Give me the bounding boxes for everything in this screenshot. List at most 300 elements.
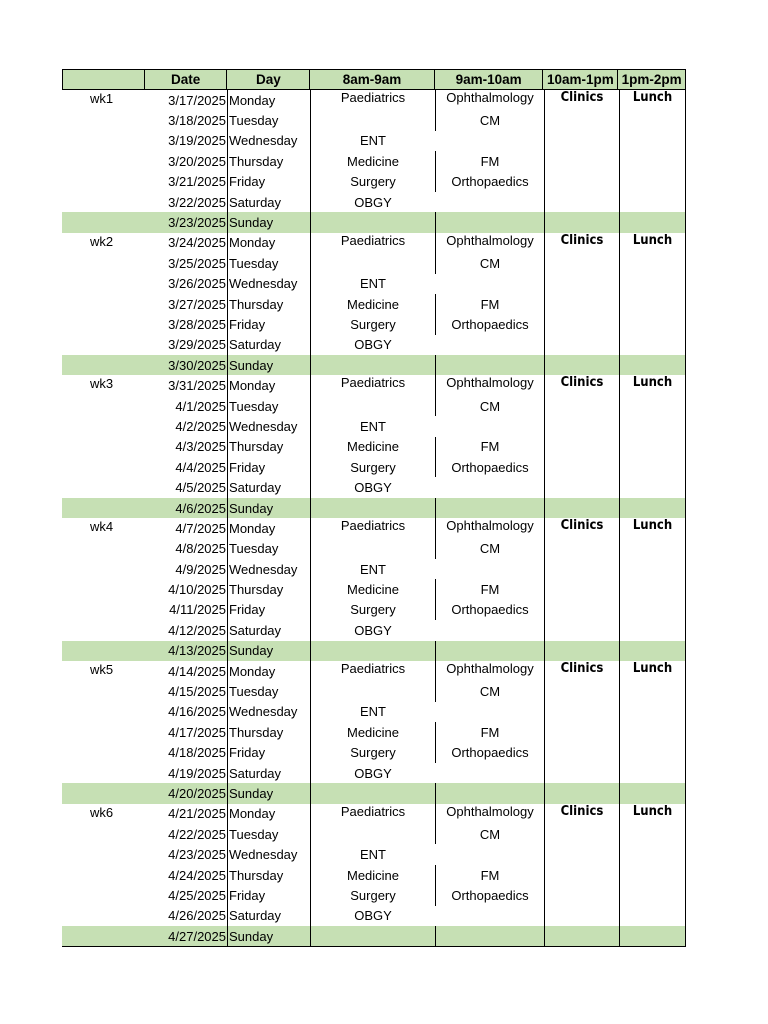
week-label-cell[interactable]: wk6: [90, 804, 114, 820]
slot-10am-1pm-cell[interactable]: [544, 722, 619, 742]
slot-1pm-2pm-cell[interactable]: [619, 906, 686, 926]
slot-8am-9am-cell[interactable]: Medicine: [310, 579, 435, 599]
header-slot-1pm-2pm[interactable]: 1pm-2pm: [621, 72, 682, 87]
week-label-cell[interactable]: [62, 722, 144, 742]
slot-10am-1pm-cell[interactable]: [544, 743, 619, 763]
slot-1pm-2pm-cell[interactable]: [619, 212, 686, 232]
slot-10am-1pm-cell[interactable]: [544, 396, 619, 416]
day-cell[interactable]: Monday: [227, 233, 310, 253]
day-cell[interactable]: Thursday: [227, 151, 310, 171]
slot-9am-10am-cell[interactable]: [435, 131, 544, 151]
slot-8am-9am-cell[interactable]: Medicine: [310, 294, 435, 314]
header-week[interactable]: [63, 70, 145, 89]
week-label-cell[interactable]: [62, 579, 144, 599]
week-label-cell[interactable]: [62, 926, 144, 946]
day-cell[interactable]: Tuesday: [227, 824, 310, 844]
week-label-cell[interactable]: [62, 477, 144, 497]
slot-9am-10am-cell[interactable]: Ophthalmology: [435, 804, 544, 824]
date-cell[interactable]: 3/25/2025: [168, 255, 226, 271]
day-cell[interactable]: Wednesday: [227, 274, 310, 294]
slot-9am-10am-cell[interactable]: [435, 906, 544, 926]
slot-8am-9am-cell[interactable]: ENT: [310, 416, 435, 436]
slot-9am-10am-cell[interactable]: CM: [435, 539, 544, 559]
slot-8am-9am-cell[interactable]: [310, 641, 435, 661]
date-cell[interactable]: 4/5/2025: [175, 480, 226, 496]
slot-10am-1pm-cell[interactable]: [544, 620, 619, 640]
date-cell[interactable]: 4/21/2025: [168, 806, 226, 822]
slot-9am-10am-cell[interactable]: Ophthalmology: [435, 90, 544, 110]
day-cell[interactable]: Tuesday: [227, 396, 310, 416]
slot-1pm-2pm-cell[interactable]: [619, 437, 686, 457]
date-cell[interactable]: 4/11/2025: [169, 602, 226, 618]
slot-8am-9am-cell[interactable]: [310, 824, 435, 844]
slot-1pm-2pm-cell[interactable]: [619, 110, 686, 130]
week-label-cell[interactable]: [62, 396, 144, 416]
slot-1pm-2pm-cell[interactable]: [619, 783, 686, 803]
slot-8am-9am-cell[interactable]: ENT: [310, 844, 435, 864]
slot-1pm-2pm-cell[interactable]: Lunch: [619, 233, 686, 253]
date-cell[interactable]: 3/19/2025: [168, 133, 226, 149]
week-label-cell[interactable]: [62, 539, 144, 559]
slot-9am-10am-cell[interactable]: [435, 844, 544, 864]
slot-10am-1pm-cell[interactable]: [544, 865, 619, 885]
slot-1pm-2pm-cell[interactable]: [619, 620, 686, 640]
slot-1pm-2pm-cell[interactable]: Lunch: [619, 661, 686, 681]
slot-1pm-2pm-cell[interactable]: [619, 681, 686, 701]
slot-8am-9am-cell[interactable]: OBGY: [310, 477, 435, 497]
day-cell[interactable]: Thursday: [227, 722, 310, 742]
slot-9am-10am-cell[interactable]: CM: [435, 681, 544, 701]
day-cell[interactable]: Thursday: [227, 579, 310, 599]
slot-9am-10am-cell[interactable]: [435, 620, 544, 640]
slot-8am-9am-cell[interactable]: OBGY: [310, 620, 435, 640]
slot-9am-10am-cell[interactable]: Ophthalmology: [435, 233, 544, 253]
slot-1pm-2pm-cell[interactable]: [619, 539, 686, 559]
slot-8am-9am-cell[interactable]: Paediatrics: [310, 518, 435, 538]
slot-9am-10am-cell[interactable]: FM: [435, 865, 544, 885]
week-label-cell[interactable]: [62, 131, 144, 151]
week-label-cell[interactable]: [62, 702, 144, 722]
week-label-cell[interactable]: [62, 335, 144, 355]
slot-10am-1pm-cell[interactable]: [544, 294, 619, 314]
day-cell[interactable]: Sunday: [227, 212, 310, 232]
slot-1pm-2pm-cell[interactable]: [619, 457, 686, 477]
slot-10am-1pm-cell[interactable]: Clinics: [544, 233, 619, 253]
date-cell[interactable]: 3/21/2025: [168, 174, 226, 190]
slot-10am-1pm-cell[interactable]: [544, 600, 619, 620]
slot-1pm-2pm-cell[interactable]: [619, 477, 686, 497]
slot-1pm-2pm-cell[interactable]: [619, 763, 686, 783]
slot-9am-10am-cell[interactable]: Orthopaedics: [435, 457, 544, 477]
slot-9am-10am-cell[interactable]: Orthopaedics: [435, 314, 544, 334]
slot-10am-1pm-cell[interactable]: [544, 437, 619, 457]
slot-8am-9am-cell[interactable]: [310, 498, 435, 518]
slot-1pm-2pm-cell[interactable]: [619, 641, 686, 661]
date-cell[interactable]: 4/6/2025: [175, 500, 226, 516]
slot-10am-1pm-cell[interactable]: [544, 457, 619, 477]
slot-8am-9am-cell[interactable]: Surgery: [310, 743, 435, 763]
slot-10am-1pm-cell[interactable]: [544, 641, 619, 661]
slot-9am-10am-cell[interactable]: [435, 763, 544, 783]
slot-8am-9am-cell[interactable]: ENT: [310, 559, 435, 579]
day-cell[interactable]: Tuesday: [227, 681, 310, 701]
day-cell[interactable]: Tuesday: [227, 110, 310, 130]
slot-10am-1pm-cell[interactable]: [544, 131, 619, 151]
slot-10am-1pm-cell[interactable]: [544, 355, 619, 375]
slot-1pm-2pm-cell[interactable]: [619, 926, 686, 946]
slot-1pm-2pm-cell[interactable]: [619, 335, 686, 355]
week-label-cell[interactable]: [62, 620, 144, 640]
week-label-cell[interactable]: [62, 457, 144, 477]
day-cell[interactable]: Wednesday: [227, 702, 310, 722]
day-cell[interactable]: Saturday: [227, 620, 310, 640]
day-cell[interactable]: Sunday: [227, 641, 310, 661]
slot-1pm-2pm-cell[interactable]: [619, 416, 686, 436]
date-cell[interactable]: 4/2/2025: [175, 418, 226, 434]
slot-10am-1pm-cell[interactable]: [544, 498, 619, 518]
slot-8am-9am-cell[interactable]: OBGY: [310, 763, 435, 783]
date-cell[interactable]: 3/24/2025: [168, 235, 226, 251]
slot-1pm-2pm-cell[interactable]: Lunch: [619, 518, 686, 538]
slot-10am-1pm-cell[interactable]: [544, 151, 619, 171]
day-cell[interactable]: Monday: [227, 518, 310, 538]
date-cell[interactable]: 4/16/2025: [168, 704, 226, 720]
slot-1pm-2pm-cell[interactable]: [619, 274, 686, 294]
date-cell[interactable]: 3/17/2025: [168, 92, 226, 108]
slot-9am-10am-cell[interactable]: [435, 355, 544, 375]
slot-1pm-2pm-cell[interactable]: [619, 865, 686, 885]
date-cell[interactable]: 4/17/2025: [168, 724, 226, 740]
slot-8am-9am-cell[interactable]: [310, 253, 435, 273]
date-cell[interactable]: 4/25/2025: [168, 887, 226, 903]
slot-8am-9am-cell[interactable]: Surgery: [310, 885, 435, 905]
day-cell[interactable]: Thursday: [227, 865, 310, 885]
slot-10am-1pm-cell[interactable]: [544, 885, 619, 905]
slot-8am-9am-cell[interactable]: [310, 355, 435, 375]
slot-9am-10am-cell[interactable]: [435, 274, 544, 294]
slot-10am-1pm-cell[interactable]: [544, 681, 619, 701]
slot-9am-10am-cell[interactable]: Ophthalmology: [435, 375, 544, 395]
slot-10am-1pm-cell[interactable]: [544, 844, 619, 864]
slot-9am-10am-cell[interactable]: [435, 416, 544, 436]
week-label-cell[interactable]: [62, 885, 144, 905]
day-cell[interactable]: Friday: [227, 457, 310, 477]
date-cell[interactable]: 4/15/2025: [168, 684, 226, 700]
slot-9am-10am-cell[interactable]: Orthopaedics: [435, 885, 544, 905]
slot-1pm-2pm-cell[interactable]: Lunch: [619, 804, 686, 824]
date-cell[interactable]: 4/26/2025: [168, 908, 226, 924]
slot-1pm-2pm-cell[interactable]: [619, 294, 686, 314]
slot-1pm-2pm-cell[interactable]: [619, 172, 686, 192]
day-cell[interactable]: Wednesday: [227, 559, 310, 579]
slot-1pm-2pm-cell[interactable]: [619, 151, 686, 171]
week-label-cell[interactable]: [62, 600, 144, 620]
date-cell[interactable]: 4/10/2025: [168, 582, 226, 598]
slot-10am-1pm-cell[interactable]: Clinics: [544, 90, 619, 110]
slot-9am-10am-cell[interactable]: FM: [435, 437, 544, 457]
date-cell[interactable]: 4/13/2025: [168, 643, 226, 659]
slot-9am-10am-cell[interactable]: [435, 192, 544, 212]
slot-10am-1pm-cell[interactable]: [544, 559, 619, 579]
slot-9am-10am-cell[interactable]: CM: [435, 396, 544, 416]
week-label-cell[interactable]: [62, 437, 144, 457]
week-label-cell[interactable]: [62, 783, 144, 803]
day-cell[interactable]: Thursday: [227, 437, 310, 457]
slot-1pm-2pm-cell[interactable]: Lunch: [619, 90, 686, 110]
slot-10am-1pm-cell[interactable]: [544, 702, 619, 722]
day-cell[interactable]: Sunday: [227, 783, 310, 803]
slot-9am-10am-cell[interactable]: [435, 926, 544, 946]
day-cell[interactable]: Sunday: [227, 926, 310, 946]
slot-8am-9am-cell[interactable]: [310, 396, 435, 416]
slot-1pm-2pm-cell[interactable]: [619, 355, 686, 375]
date-cell[interactable]: 3/27/2025: [168, 296, 226, 312]
date-cell[interactable]: 4/4/2025: [175, 459, 226, 475]
date-cell[interactable]: 4/22/2025: [168, 826, 226, 842]
slot-8am-9am-cell[interactable]: Surgery: [310, 457, 435, 477]
week-label-cell[interactable]: [62, 314, 144, 334]
slot-10am-1pm-cell[interactable]: [544, 335, 619, 355]
slot-9am-10am-cell[interactable]: Ophthalmology: [435, 518, 544, 538]
day-cell[interactable]: Monday: [227, 90, 310, 110]
slot-8am-9am-cell[interactable]: Medicine: [310, 151, 435, 171]
week-label-cell[interactable]: [62, 559, 144, 579]
slot-9am-10am-cell[interactable]: CM: [435, 253, 544, 273]
slot-8am-9am-cell[interactable]: Paediatrics: [310, 90, 435, 110]
slot-9am-10am-cell[interactable]: Orthopaedics: [435, 743, 544, 763]
slot-8am-9am-cell[interactable]: Surgery: [310, 314, 435, 334]
slot-10am-1pm-cell[interactable]: Clinics: [544, 804, 619, 824]
slot-8am-9am-cell[interactable]: Paediatrics: [310, 233, 435, 253]
date-cell[interactable]: 4/23/2025: [168, 847, 226, 863]
week-label-cell[interactable]: [62, 906, 144, 926]
slot-8am-9am-cell[interactable]: Paediatrics: [310, 661, 435, 681]
slot-8am-9am-cell[interactable]: Medicine: [310, 722, 435, 742]
day-cell[interactable]: Saturday: [227, 763, 310, 783]
day-cell[interactable]: Monday: [227, 804, 310, 824]
slot-9am-10am-cell[interactable]: FM: [435, 579, 544, 599]
slot-9am-10am-cell[interactable]: FM: [435, 151, 544, 171]
slot-8am-9am-cell[interactable]: [310, 783, 435, 803]
slot-1pm-2pm-cell[interactable]: [619, 600, 686, 620]
slot-1pm-2pm-cell[interactable]: [619, 722, 686, 742]
day-cell[interactable]: Saturday: [227, 906, 310, 926]
slot-9am-10am-cell[interactable]: FM: [435, 294, 544, 314]
slot-1pm-2pm-cell[interactable]: [619, 314, 686, 334]
header-slot-8am-9am[interactable]: 8am-9am: [310, 70, 435, 89]
slot-8am-9am-cell[interactable]: [310, 212, 435, 232]
week-label-cell[interactable]: [62, 763, 144, 783]
date-cell[interactable]: 3/20/2025: [168, 153, 226, 169]
slot-8am-9am-cell[interactable]: [310, 110, 435, 130]
day-cell[interactable]: Friday: [227, 743, 310, 763]
week-label-cell[interactable]: [62, 355, 144, 375]
week-label-cell[interactable]: wk2: [90, 233, 114, 249]
header-day[interactable]: Day: [227, 70, 310, 89]
day-cell[interactable]: Friday: [227, 885, 310, 905]
slot-10am-1pm-cell[interactable]: [544, 783, 619, 803]
slot-8am-9am-cell[interactable]: OBGY: [310, 335, 435, 355]
slot-9am-10am-cell[interactable]: Orthopaedics: [435, 600, 544, 620]
day-cell[interactable]: Friday: [227, 600, 310, 620]
date-cell[interactable]: 4/14/2025: [168, 663, 226, 679]
slot-8am-9am-cell[interactable]: OBGY: [310, 192, 435, 212]
header-slot-9am-10am[interactable]: 9am-10am: [435, 70, 544, 89]
date-cell[interactable]: 3/29/2025: [168, 337, 226, 353]
slot-9am-10am-cell[interactable]: [435, 477, 544, 497]
date-cell[interactable]: 3/23/2025: [168, 215, 226, 231]
day-cell[interactable]: Sunday: [227, 355, 310, 375]
slot-8am-9am-cell[interactable]: Surgery: [310, 172, 435, 192]
day-cell[interactable]: Sunday: [227, 498, 310, 518]
week-label-cell[interactable]: [62, 641, 144, 661]
slot-1pm-2pm-cell[interactable]: Lunch: [619, 375, 686, 395]
week-label-cell[interactable]: [62, 844, 144, 864]
slot-8am-9am-cell[interactable]: ENT: [310, 131, 435, 151]
slot-8am-9am-cell[interactable]: [310, 539, 435, 559]
slot-10am-1pm-cell[interactable]: Clinics: [544, 661, 619, 681]
slot-9am-10am-cell[interactable]: Orthopaedics: [435, 172, 544, 192]
slot-8am-9am-cell[interactable]: [310, 926, 435, 946]
slot-9am-10am-cell[interactable]: Ophthalmology: [435, 661, 544, 681]
date-cell[interactable]: 4/27/2025: [168, 928, 226, 944]
slot-10am-1pm-cell[interactable]: [544, 416, 619, 436]
slot-1pm-2pm-cell[interactable]: [619, 131, 686, 151]
slot-10am-1pm-cell[interactable]: [544, 110, 619, 130]
day-cell[interactable]: Friday: [227, 314, 310, 334]
slot-10am-1pm-cell[interactable]: [544, 253, 619, 273]
week-label-cell[interactable]: [62, 172, 144, 192]
date-cell[interactable]: 4/18/2025: [168, 745, 226, 761]
slot-1pm-2pm-cell[interactable]: [619, 253, 686, 273]
date-cell[interactable]: 3/31/2025: [168, 378, 226, 394]
week-label-cell[interactable]: [62, 212, 144, 232]
slot-10am-1pm-cell[interactable]: [544, 477, 619, 497]
day-cell[interactable]: Wednesday: [227, 844, 310, 864]
day-cell[interactable]: Monday: [227, 375, 310, 395]
date-cell[interactable]: 4/1/2025: [175, 398, 226, 414]
day-cell[interactable]: Saturday: [227, 335, 310, 355]
week-label-cell[interactable]: [62, 110, 144, 130]
week-label-cell[interactable]: wk4: [90, 519, 114, 535]
slot-8am-9am-cell[interactable]: Surgery: [310, 600, 435, 620]
week-label-cell[interactable]: wk1: [90, 91, 114, 106]
slot-9am-10am-cell[interactable]: [435, 641, 544, 661]
slot-9am-10am-cell[interactable]: [435, 783, 544, 803]
week-label-cell[interactable]: wk5: [90, 661, 114, 677]
header-date[interactable]: Date: [145, 70, 228, 89]
slot-1pm-2pm-cell[interactable]: [619, 743, 686, 763]
slot-10am-1pm-cell[interactable]: [544, 926, 619, 946]
slot-9am-10am-cell[interactable]: FM: [435, 722, 544, 742]
slot-10am-1pm-cell[interactable]: [544, 824, 619, 844]
slot-1pm-2pm-cell[interactable]: [619, 702, 686, 722]
slot-10am-1pm-cell[interactable]: [544, 212, 619, 232]
slot-8am-9am-cell[interactable]: Medicine: [310, 865, 435, 885]
slot-8am-9am-cell[interactable]: ENT: [310, 702, 435, 722]
week-label-cell[interactable]: [62, 743, 144, 763]
slot-8am-9am-cell[interactable]: Paediatrics: [310, 804, 435, 824]
day-cell[interactable]: Saturday: [227, 477, 310, 497]
slot-10am-1pm-cell[interactable]: [544, 192, 619, 212]
date-cell[interactable]: 3/18/2025: [168, 113, 226, 129]
week-label-cell[interactable]: [62, 865, 144, 885]
slot-1pm-2pm-cell[interactable]: [619, 559, 686, 579]
week-label-cell[interactable]: [62, 253, 144, 273]
slot-1pm-2pm-cell[interactable]: [619, 885, 686, 905]
week-label-cell[interactable]: [62, 294, 144, 314]
date-cell[interactable]: 3/26/2025: [168, 276, 226, 292]
header-slot-10am-1pm[interactable]: 10am-1pm: [543, 70, 618, 89]
date-cell[interactable]: 4/20/2025: [168, 785, 226, 801]
slot-10am-1pm-cell[interactable]: [544, 579, 619, 599]
slot-10am-1pm-cell[interactable]: [544, 274, 619, 294]
week-label-cell[interactable]: wk3: [90, 376, 114, 392]
slot-8am-9am-cell[interactable]: OBGY: [310, 906, 435, 926]
slot-8am-9am-cell[interactable]: ENT: [310, 274, 435, 294]
date-cell[interactable]: 4/12/2025: [168, 622, 226, 638]
slot-1pm-2pm-cell[interactable]: [619, 192, 686, 212]
day-cell[interactable]: Tuesday: [227, 253, 310, 273]
week-label-cell[interactable]: [62, 274, 144, 294]
slot-9am-10am-cell[interactable]: CM: [435, 824, 544, 844]
slot-8am-9am-cell[interactable]: Medicine: [310, 437, 435, 457]
date-cell[interactable]: 4/7/2025: [175, 520, 226, 536]
slot-8am-9am-cell[interactable]: [310, 681, 435, 701]
day-cell[interactable]: Friday: [227, 172, 310, 192]
date-cell[interactable]: 4/19/2025: [168, 765, 226, 781]
date-cell[interactable]: 3/28/2025: [168, 316, 226, 332]
day-cell[interactable]: Thursday: [227, 294, 310, 314]
slot-9am-10am-cell[interactable]: CM: [435, 110, 544, 130]
slot-10am-1pm-cell[interactable]: [544, 763, 619, 783]
slot-10am-1pm-cell[interactable]: [544, 539, 619, 559]
slot-1pm-2pm-cell[interactable]: [619, 844, 686, 864]
slot-10am-1pm-cell[interactable]: Clinics: [544, 518, 619, 538]
date-cell[interactable]: 4/8/2025: [175, 541, 226, 557]
slot-9am-10am-cell[interactable]: [435, 702, 544, 722]
date-cell[interactable]: 4/3/2025: [175, 439, 226, 455]
slot-1pm-2pm-cell[interactable]: [619, 824, 686, 844]
day-cell[interactable]: Saturday: [227, 192, 310, 212]
date-cell[interactable]: 4/24/2025: [168, 867, 226, 883]
week-label-cell[interactable]: [62, 498, 144, 518]
slot-10am-1pm-cell[interactable]: Clinics: [544, 375, 619, 395]
day-cell[interactable]: Wednesday: [227, 131, 310, 151]
date-cell[interactable]: 3/22/2025: [168, 194, 226, 210]
slot-9am-10am-cell[interactable]: [435, 559, 544, 579]
week-label-cell[interactable]: [62, 681, 144, 701]
week-label-cell[interactable]: [62, 192, 144, 212]
week-label-cell[interactable]: [62, 416, 144, 436]
week-label-cell[interactable]: [62, 151, 144, 171]
slot-1pm-2pm-cell[interactable]: [619, 396, 686, 416]
slot-1pm-2pm-cell[interactable]: [619, 579, 686, 599]
slot-10am-1pm-cell[interactable]: [544, 314, 619, 334]
week-label-cell[interactable]: [62, 824, 144, 844]
day-cell[interactable]: Tuesday: [227, 539, 310, 559]
slot-1pm-2pm-cell[interactable]: [619, 498, 686, 518]
date-cell[interactable]: 3/30/2025: [168, 357, 226, 373]
slot-8am-9am-cell[interactable]: Paediatrics: [310, 375, 435, 395]
slot-9am-10am-cell[interactable]: [435, 498, 544, 518]
slot-9am-10am-cell[interactable]: [435, 212, 544, 232]
slot-9am-10am-cell[interactable]: [435, 335, 544, 355]
slot-10am-1pm-cell[interactable]: [544, 906, 619, 926]
slot-10am-1pm-cell[interactable]: [544, 172, 619, 192]
date-cell[interactable]: 4/9/2025: [175, 561, 226, 577]
day-cell[interactable]: Monday: [227, 661, 310, 681]
